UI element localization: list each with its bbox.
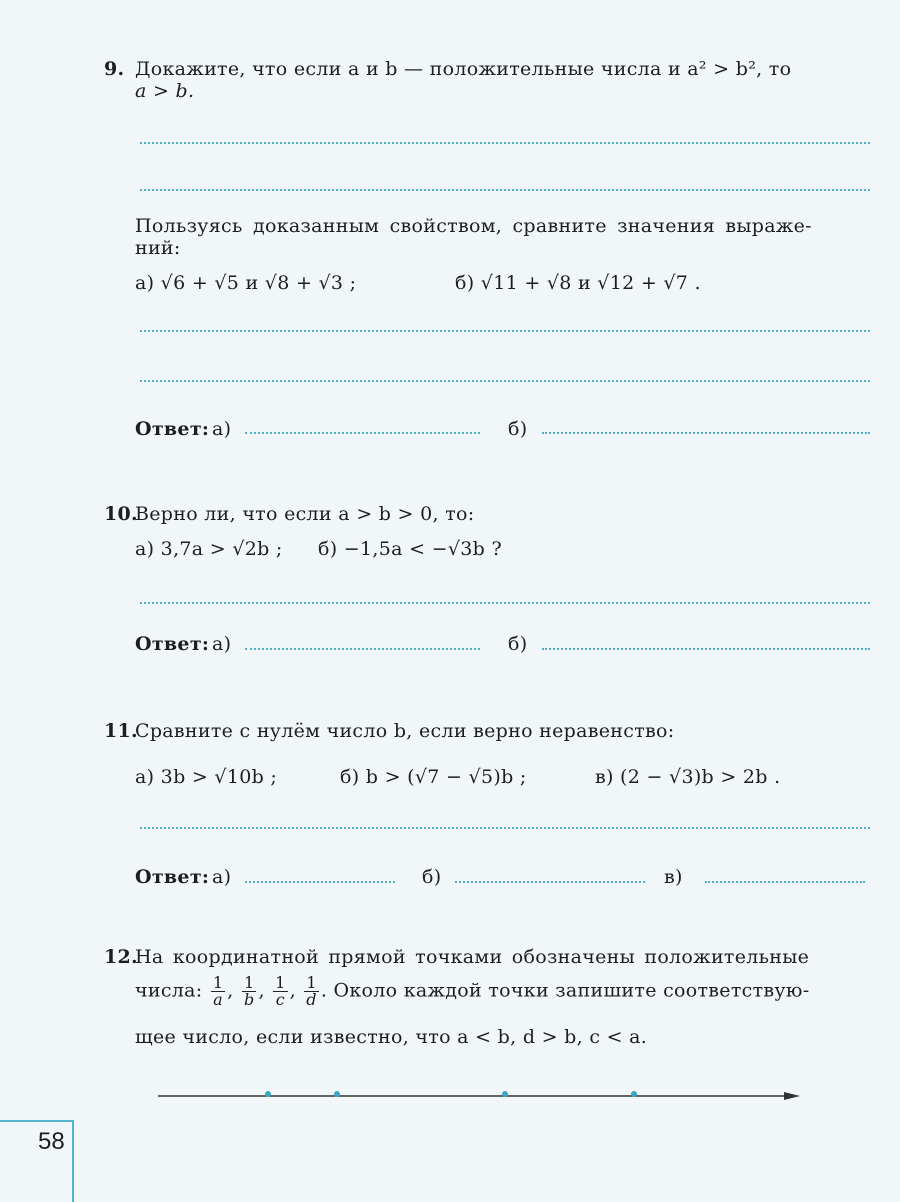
q12-number: 12.: [104, 946, 138, 968]
q12-text-line1: На координатной прямой точками обозначены положительные: [135, 946, 810, 968]
q9-answer-a-field[interactable]: [245, 432, 480, 434]
q9-text-line1: Докажите, что если a и b — положительные числа и a² > b², то: [135, 58, 792, 80]
q10-answer-a-label: а): [212, 633, 232, 655]
q12-text-line2: числа: $\frac{1}{a}$ , $\frac{1}{b}$ , $\frac{1}{c}$ , $\frac{1}{d}$ . Около каждой точки запишите соответствую-: [135, 973, 810, 1009]
point-1[interactable]: [265, 1091, 271, 1097]
q11-answer-c-field[interactable]: [705, 881, 865, 883]
q10-part-a: а) 3,7a > √2b ;: [135, 538, 283, 560]
q9-answer-b-field[interactable]: [542, 432, 870, 434]
q9-instruction-line2: ний:: [135, 237, 181, 259]
q11-answer-c-label: в): [664, 866, 683, 888]
fraction-1-over-c: $\frac{1}{c}$: [275, 973, 286, 1009]
fraction-1-over-b: $\frac{1}{b}$: [243, 973, 255, 1009]
q9-answer-b-label: б): [508, 418, 528, 440]
fraction-1-over-a: $\frac{1}{a}$: [212, 973, 224, 1009]
q9-part-b: б) √11 + √8 и √12 + √7 .: [455, 272, 701, 294]
point-4[interactable]: [631, 1091, 637, 1097]
q10-number: 10.: [104, 503, 138, 525]
q9-answer-a-label: а): [212, 418, 232, 440]
q9-instruction-line1: Пользуясь доказанным свойством, сравните значения выраже-: [135, 215, 812, 237]
q11-answer-b-label: б): [422, 866, 442, 888]
fraction-1-over-d: $\frac{1}{d}$: [306, 973, 317, 1009]
q9-answer-line-2[interactable]: [140, 189, 870, 191]
point-3[interactable]: [502, 1091, 508, 1097]
q11-number: 11.: [104, 720, 138, 742]
q10-part-b: б) −1,5a < −√3b ?: [318, 538, 502, 560]
q12-line2-end: . Около каждой точки запишите соответствую-: [320, 979, 810, 1002]
point-2[interactable]: [334, 1091, 340, 1097]
q9-part-a: а) √6 + √5 и √8 + √3 ;: [135, 272, 357, 294]
q9-answer-line-4[interactable]: [140, 380, 870, 382]
q11-answer-label: Ответ:: [135, 866, 210, 888]
q10-answer-b-field[interactable]: [542, 648, 870, 650]
q11-part-c: в) (2 − √3)b > 2b .: [595, 766, 781, 788]
q9-answer-label: Ответ:: [135, 418, 210, 440]
q9-answer-line-3[interactable]: [140, 330, 870, 332]
q9-text-line2: a > b.: [135, 80, 195, 102]
q11-answer-a-label: а): [212, 866, 232, 888]
q10-text: Верно ли, что если a > b > 0, то:: [135, 503, 475, 525]
q9-number: 9.: [104, 58, 125, 80]
q10-answer-label: Ответ:: [135, 633, 210, 655]
q10-answer-a-field[interactable]: [245, 648, 480, 650]
q12-text-line3: щее число, если известно, что a < b, d > b, c < a.: [135, 1026, 648, 1048]
axis-arrow-icon: [784, 1092, 800, 1100]
q11-answer-a-field[interactable]: [245, 881, 395, 883]
page-number: 58: [38, 1128, 65, 1155]
q10-answer-line[interactable]: [140, 602, 870, 604]
q11-part-a: а) 3b > √10b ;: [135, 766, 278, 788]
q11-answer-b-field[interactable]: [455, 881, 645, 883]
q11-answer-line[interactable]: [140, 827, 870, 829]
q11-part-b: б) b > (√7 − √5)b ;: [340, 766, 527, 788]
q12-line2-start: числа:: [135, 979, 203, 1002]
q11-text: Сравните с нулём число b, если верно неравенство:: [135, 720, 675, 742]
q10-answer-b-label: б): [508, 633, 528, 655]
q9-answer-line-1[interactable]: [140, 142, 870, 144]
coordinate-line: [158, 1088, 808, 1104]
